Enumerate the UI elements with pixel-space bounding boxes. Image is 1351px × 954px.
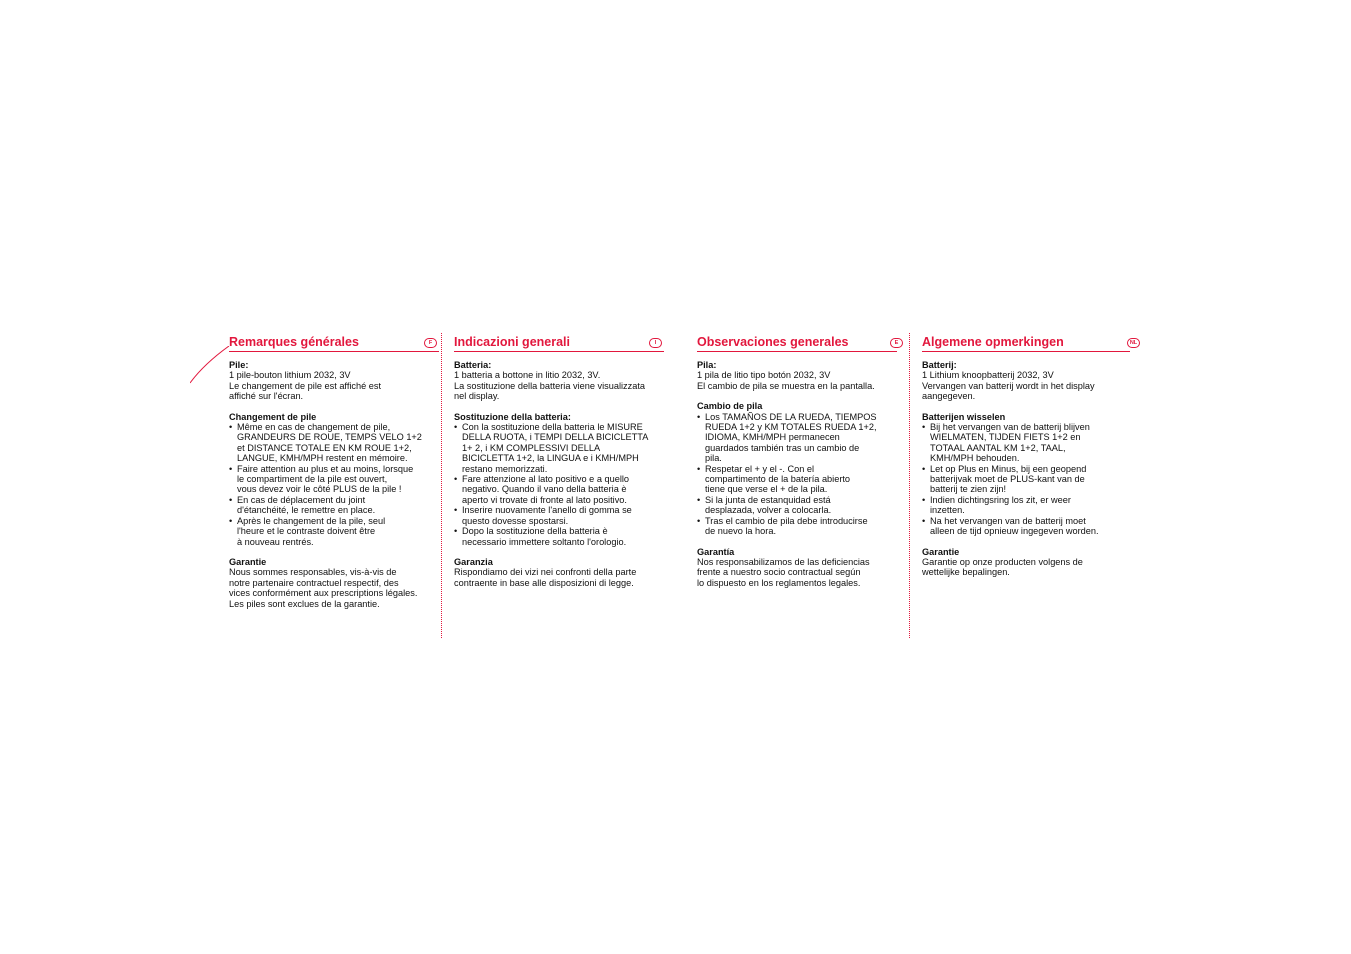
bullet-line: RUEDA 1+2 y KM TOTALES RUEDA 1+2, bbox=[705, 422, 877, 433]
subsection bbox=[922, 547, 1130, 578]
subsection-title: Pila: bbox=[697, 360, 717, 370]
subsection-title: Garantie bbox=[229, 556, 267, 567]
bullet-line: inzetten. bbox=[930, 505, 965, 516]
column-separator bbox=[441, 333, 442, 638]
column-es bbox=[697, 333, 897, 598]
bullet-line: Bij het vervangen van de batterij blijven bbox=[930, 422, 1090, 433]
bullet-line: 1+ 2, i KM COMPLESSIVI DELLA bbox=[462, 442, 601, 453]
subsection bbox=[697, 547, 897, 589]
bullet-item bbox=[922, 495, 1130, 516]
language-badge: NL bbox=[1127, 338, 1140, 348]
bullet-icon: • bbox=[229, 422, 233, 433]
bullet-line: batterijvak moet de PLUS-kant van de bbox=[930, 474, 1085, 485]
bullet-icon: • bbox=[922, 422, 926, 433]
subsection bbox=[454, 557, 664, 588]
subsection bbox=[922, 360, 1130, 402]
bullet-item bbox=[454, 474, 664, 505]
subsection-title: Garantía bbox=[697, 546, 735, 557]
text-line: 1 pila de litio tipo botón 2032, 3V bbox=[697, 370, 831, 381]
subsection bbox=[454, 412, 664, 547]
bullet-line: batterij te zien zijn! bbox=[930, 484, 1007, 495]
bullet-line: tiene que verse el + de la pila. bbox=[705, 484, 828, 495]
subsection-title: Batteria: bbox=[454, 360, 492, 370]
bullet-line: WIELMATEN, TIJDEN FIETS 1+2 en bbox=[930, 432, 1081, 443]
bullet-item bbox=[697, 516, 897, 537]
bullet-line: le compartiment de la pile est ouvert, bbox=[237, 474, 388, 485]
bullet-icon: • bbox=[454, 526, 458, 537]
subsection-title: Cambio de pila bbox=[697, 401, 763, 412]
bullet-line: Après le changement de la pile, seul bbox=[237, 515, 386, 526]
column-header bbox=[229, 333, 439, 352]
bullet-line: Inserire nuovamente l'anello di gomma se bbox=[462, 505, 632, 516]
bullet-item bbox=[922, 516, 1130, 537]
subsection bbox=[229, 412, 439, 547]
subsection-title: Garantie bbox=[922, 546, 960, 557]
subsection bbox=[229, 360, 439, 402]
bullet-line: Dopo la sostituzione della batteria è bbox=[462, 526, 608, 537]
bullet-line: En cas de déplacement du joint bbox=[237, 494, 366, 505]
bullet-line: Indien dichtingsring los zit, er weer bbox=[930, 494, 1071, 505]
bullet-line: Na het vervangen van de batterij moet bbox=[930, 515, 1086, 526]
bullet-line: d'étanchéité, le remettre en place. bbox=[237, 505, 376, 516]
bullet-line: KMH/MPH behouden. bbox=[930, 453, 1020, 464]
column-header bbox=[922, 333, 1138, 352]
bullet-line: TOTAAL AANTAL KM 1+2, TAAL, bbox=[930, 442, 1066, 453]
bullet-line: necessario immettere soltanto l'orologio. bbox=[462, 536, 627, 547]
text-line: frente a nuestro socio contractual según bbox=[697, 567, 861, 578]
bullet-line: vous devez voir le côté PLUS de la pile ! bbox=[237, 484, 402, 495]
subsection bbox=[697, 360, 897, 391]
bullet-line: GRANDEURS DE ROUE, TEMPS VELO 1+2 bbox=[237, 432, 422, 443]
subsection bbox=[229, 557, 439, 609]
bullet-icon: • bbox=[922, 463, 926, 474]
bullet-line: DELLA RUOTA, i TEMPI DELLA BICICLETTA bbox=[462, 432, 649, 443]
bullet-item bbox=[229, 516, 439, 547]
text-line: La sostituzione della batteria viene visualizzata bbox=[454, 380, 646, 391]
column-nl bbox=[922, 333, 1138, 588]
subsection-title: Batterij: bbox=[922, 360, 957, 370]
text-line: Les piles sont exclues de la garantie. bbox=[229, 598, 380, 609]
text-line: 1 pile-bouton lithium 2032, 3V bbox=[229, 370, 351, 381]
bullet-line: pila. bbox=[705, 453, 722, 464]
bullet-icon: • bbox=[697, 463, 701, 474]
bullet-icon: • bbox=[229, 494, 233, 505]
bullet-line: questo dovesse spostarsi. bbox=[462, 515, 569, 526]
column-separator bbox=[909, 333, 910, 638]
section-title: Algemene opmerkingen bbox=[922, 335, 1064, 349]
subsection-title: Changement de pile bbox=[229, 411, 317, 422]
bullet-icon: • bbox=[922, 494, 926, 505]
text-line: 1 Lithium knoopbatterij 2032, 3V bbox=[922, 370, 1054, 381]
bullet-item bbox=[454, 422, 664, 474]
subsection bbox=[697, 401, 897, 536]
text-line: nel display. bbox=[454, 391, 500, 402]
subsection bbox=[454, 360, 664, 402]
text-line: wettelijke bepalingen. bbox=[922, 567, 1010, 578]
bullet-item bbox=[697, 495, 897, 516]
section-title: Observaciones generales bbox=[697, 335, 849, 349]
text-line: aangegeven. bbox=[922, 391, 976, 402]
bullet-item bbox=[697, 464, 897, 495]
bullet-line: Si la junta de estanquidad está bbox=[705, 494, 831, 505]
bullet-icon: • bbox=[454, 505, 458, 516]
bullet-line: compartimento de la batería abierto bbox=[705, 474, 851, 485]
column-header bbox=[454, 333, 664, 352]
bullet-line: Fare attenzione al lato positivo e a quello bbox=[462, 474, 630, 485]
bullet-line: guardados también tras un cambio de bbox=[705, 442, 860, 453]
bullet-line: IDIOMA, KMH/MPH permanecen bbox=[705, 432, 840, 443]
bullet-icon: • bbox=[922, 515, 926, 526]
bullet-icon: • bbox=[697, 515, 701, 526]
bullet-line: Même en cas de changement de pile, bbox=[237, 422, 391, 433]
bullet-line: Con la sostituzione della batteria le MISURE bbox=[462, 422, 643, 433]
text-line: affiché sur l'écran. bbox=[229, 391, 304, 402]
bullet-line: de nuevo la hora. bbox=[705, 526, 777, 537]
bullet-line: desplazada, volver a colocarla. bbox=[705, 505, 832, 516]
language-badge: E bbox=[890, 338, 903, 348]
text-line: notre partenaire contractuel respectif, des bbox=[229, 577, 399, 588]
bullet-line: restano memorizzati. bbox=[462, 463, 548, 474]
bullet-icon: • bbox=[229, 463, 233, 474]
text-line: vices conformément aux prescriptions légales. bbox=[229, 588, 418, 599]
text-line: El cambio de pila se muestra en la pantalla. bbox=[697, 380, 875, 391]
bullet-line: alleen de tijd opnieuw ingegeven worden. bbox=[930, 526, 1099, 537]
language-badge: I bbox=[649, 338, 662, 348]
text-line: Le changement de pile est affiché est bbox=[229, 380, 382, 391]
language-badge: F bbox=[424, 338, 437, 348]
bullet-icon: • bbox=[454, 422, 458, 433]
bullet-item bbox=[454, 505, 664, 526]
bullet-icon: • bbox=[229, 515, 233, 526]
bullet-line: Let op Plus en Minus, bij een geopend bbox=[930, 463, 1087, 474]
text-line: lo dispuesto en los reglamentos legales. bbox=[697, 577, 861, 588]
bullet-line: Respetar el + y el -. Con el bbox=[705, 463, 815, 474]
bullet-item bbox=[697, 412, 897, 464]
text-line: Nous sommes responsables, vis-à-vis de bbox=[229, 567, 397, 578]
subsection bbox=[922, 412, 1130, 537]
column-fr bbox=[229, 333, 439, 619]
bullet-line: Faire attention au plus et au moins, lorsque bbox=[237, 463, 414, 474]
bullet-line: Los TAMAÑOS DE LA RUEDA, TIEMPOS bbox=[705, 411, 877, 422]
text-line: Rispondiamo dei vizi nei confronti della parte bbox=[454, 567, 637, 578]
subsection-title: Garanzia bbox=[454, 556, 493, 567]
bullet-item bbox=[229, 495, 439, 516]
text-line: Garantie op onze producten volgens de bbox=[922, 556, 1083, 567]
bullet-line: negativo. Quando il vano della batteria è bbox=[462, 484, 627, 495]
section-title: Remarques générales bbox=[229, 335, 359, 349]
bullet-icon: • bbox=[697, 411, 701, 422]
bullet-icon: • bbox=[697, 494, 701, 505]
bullet-line: à nouveau rentrés. bbox=[237, 536, 314, 547]
bullet-line: et DISTANCE TOTALE EN KM ROUE 1+2, bbox=[237, 442, 412, 453]
column-it bbox=[454, 333, 664, 598]
bullet-item bbox=[922, 464, 1130, 495]
bullet-item bbox=[229, 422, 439, 464]
text-line: Nos responsabilizamos de las deficiencias bbox=[697, 556, 870, 567]
bullet-line: l'heure et le contraste doivent être bbox=[237, 526, 376, 537]
subsection-title: Pile: bbox=[229, 360, 249, 370]
text-line: Vervangen van batterij wordt in het display bbox=[922, 380, 1095, 391]
text-line: contraente in base alle disposizioni di legge. bbox=[454, 577, 634, 588]
section-title: Indicazioni generali bbox=[454, 335, 570, 349]
bullet-line: aperto vi trovate di fronte al lato positivo. bbox=[462, 494, 627, 505]
decorative-swoosh bbox=[190, 346, 230, 386]
subsection-title: Sostituzione della batteria: bbox=[454, 411, 571, 422]
column-header bbox=[697, 333, 897, 352]
bullet-line: Tras el cambio de pila debe introducirse bbox=[705, 515, 868, 526]
text-line: 1 batteria a bottone in litio 2032, 3V. bbox=[454, 370, 601, 381]
bullet-item bbox=[922, 422, 1130, 464]
subsection-title: Batterijen wisselen bbox=[922, 411, 1006, 422]
bullet-icon: • bbox=[454, 474, 458, 485]
bullet-item bbox=[229, 464, 439, 495]
bullet-item bbox=[454, 526, 664, 547]
bullet-line: LANGUE, KMH/MPH restent en mémoire. bbox=[237, 453, 408, 464]
bullet-line: BICICLETTA 1+2, la LINGUA e i KMH/MPH bbox=[462, 453, 639, 464]
